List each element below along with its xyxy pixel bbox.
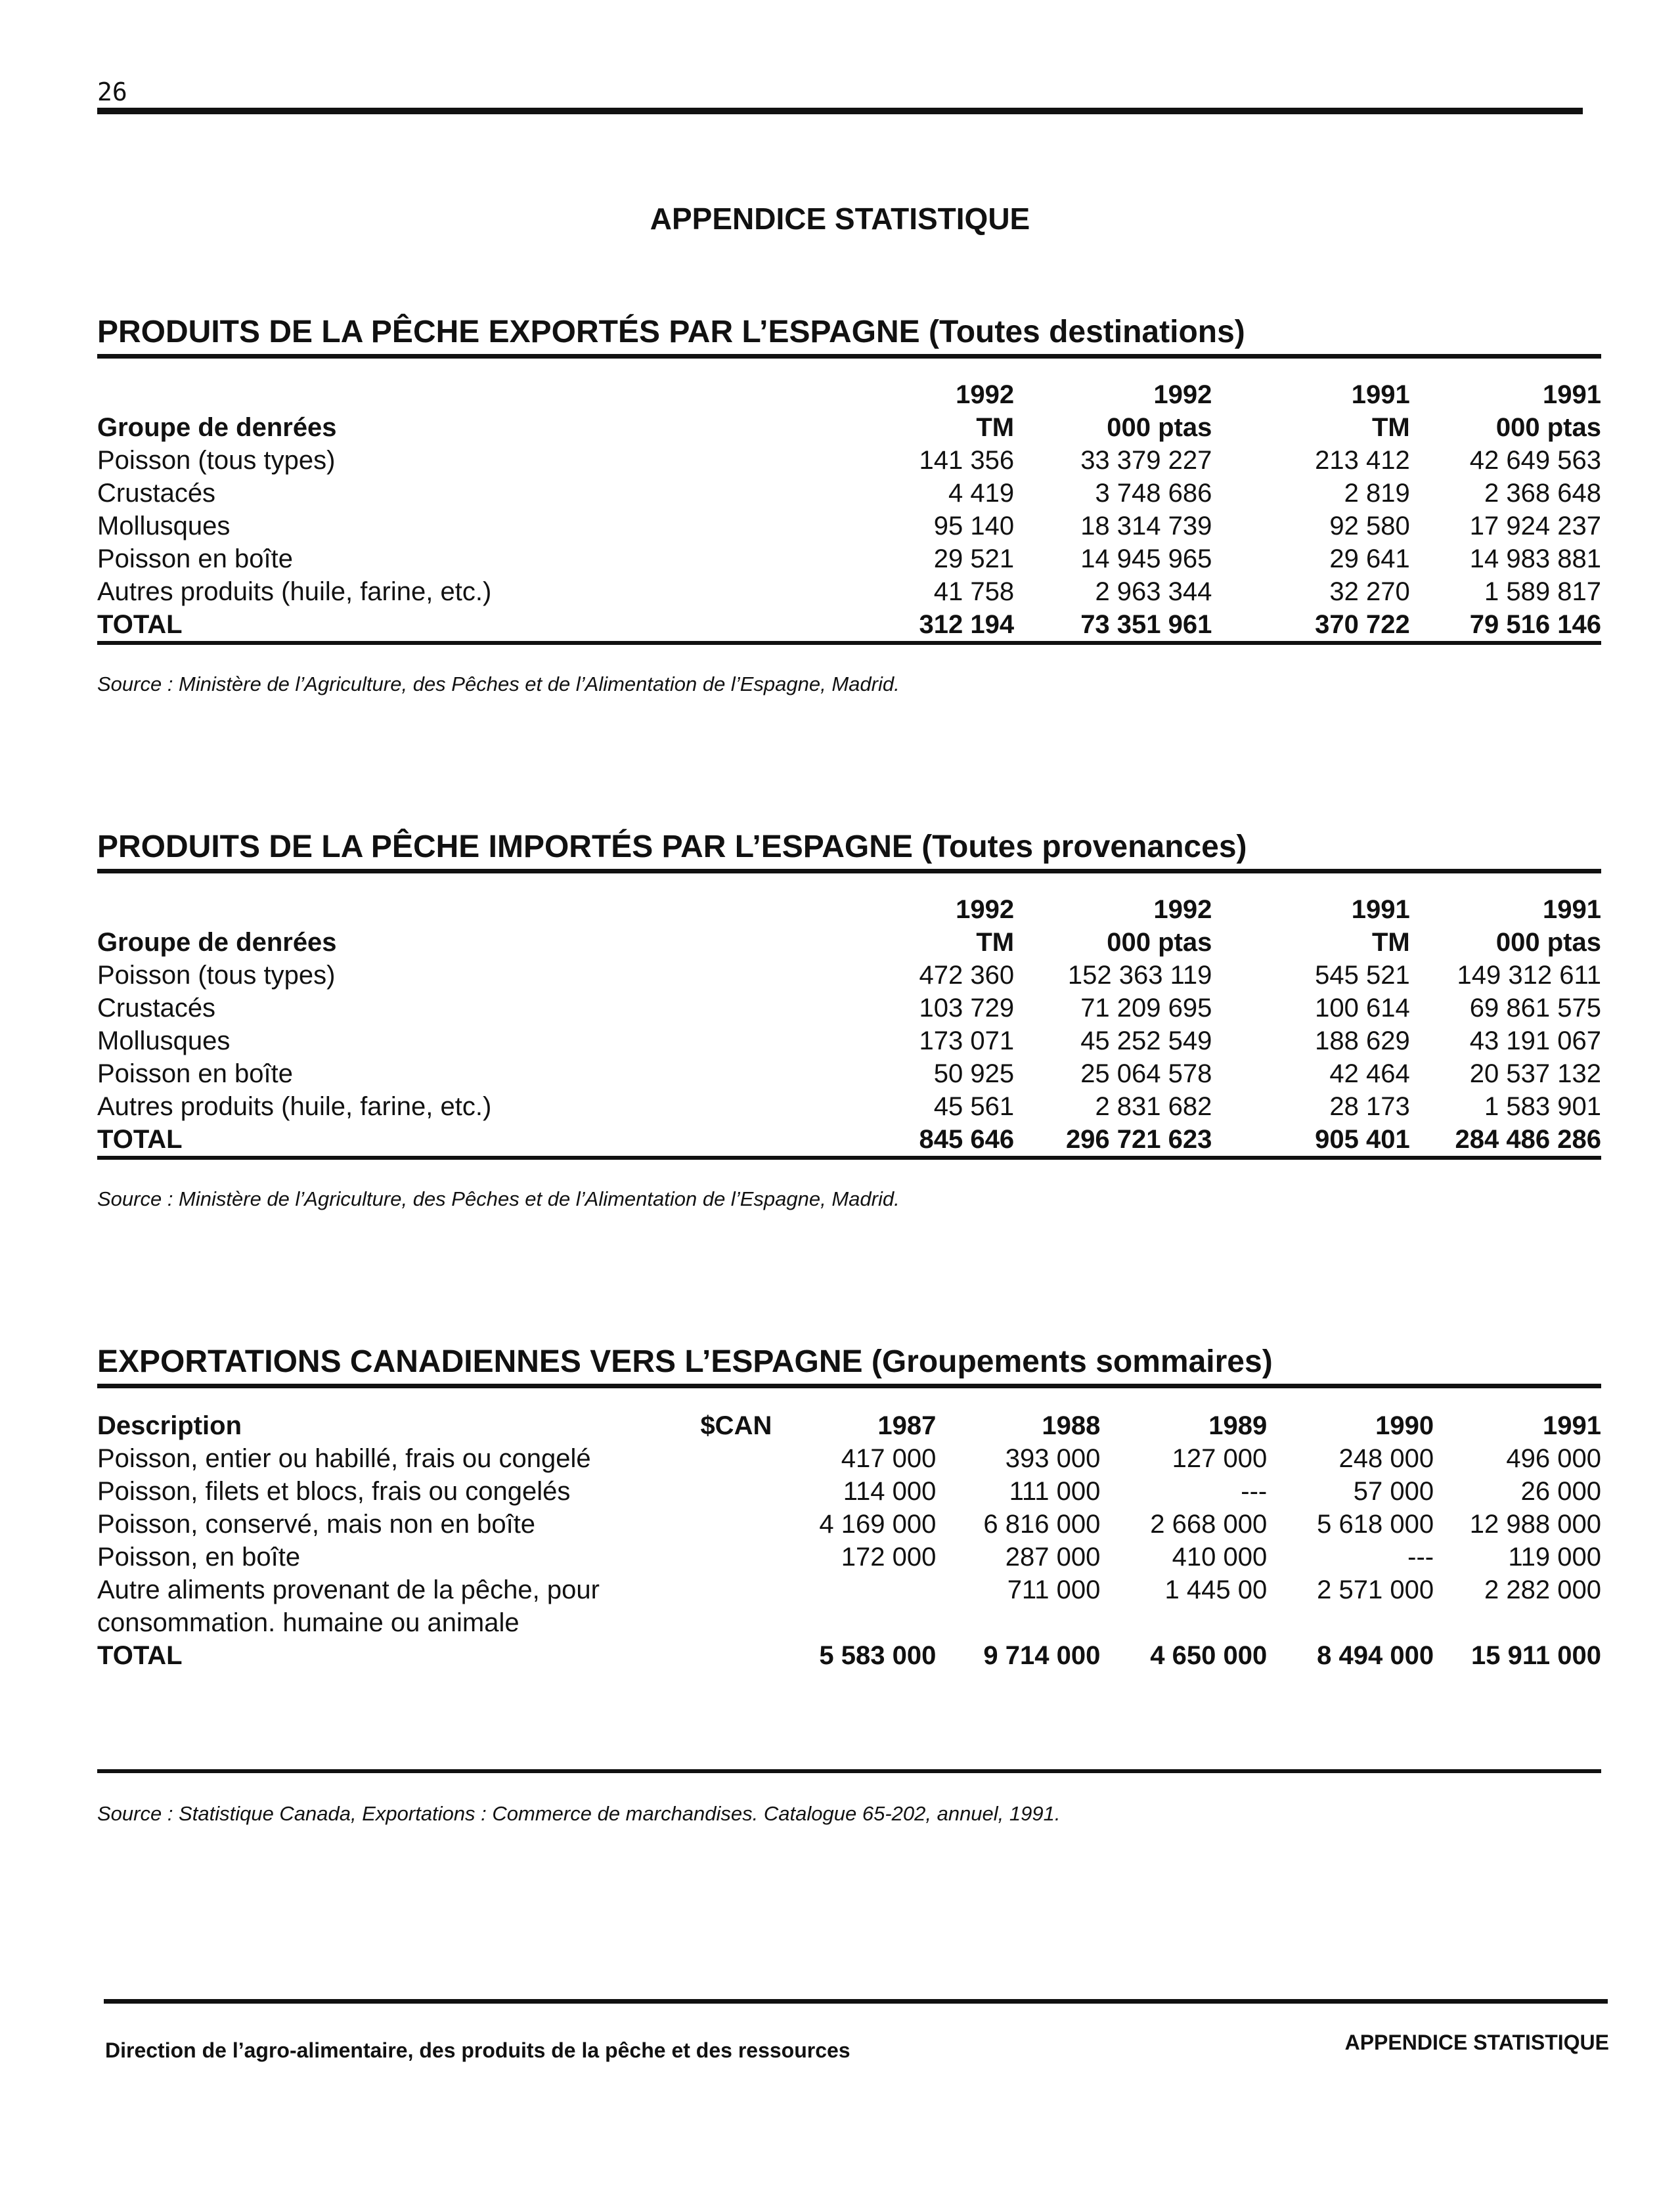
cell-value: 95 140 [933, 512, 1015, 540]
cell-value: 32 270 [1329, 577, 1410, 606]
row-label: Poisson, filets et blocs, frais ou congelés [97, 1477, 571, 1506]
cell-value: 000 ptas [1495, 413, 1601, 442]
cell-value: 287 000 [1005, 1543, 1101, 1572]
cell-value: 100 614 [1315, 994, 1410, 1023]
cell-value: 1987 [877, 1411, 937, 1440]
table-row [97, 1057, 1601, 1090]
canada-table [97, 1409, 1601, 1672]
cell-value: 188 629 [1315, 1026, 1410, 1055]
cell-value [936, 1606, 1100, 1639]
cell-value: 127 000 [1172, 1444, 1268, 1473]
cell-value: 6 816 000 [983, 1510, 1101, 1539]
cell-value: 111 000 [1009, 1477, 1101, 1506]
cell-value: TM [1371, 928, 1410, 957]
imports-source: Source : Ministère de l’Agriculture, des Pêches et de l’Alimentation de l’Espagne, Madrid. [97, 1187, 900, 1210]
table-row [97, 1442, 1601, 1475]
cell-value: 28 173 [1329, 1092, 1410, 1121]
cell-value [679, 1442, 772, 1475]
row-label [97, 893, 836, 926]
cell-value: 73 351 961 [1080, 610, 1212, 639]
exports-title-sub: (Toutes destinations) [928, 315, 1245, 349]
canada-bottom-rule [97, 1769, 1601, 1773]
cell-value: TM [976, 413, 1015, 442]
cell-value: 173 071 [919, 1026, 1015, 1055]
main-title: APPENDICE STATISTIQUE [650, 202, 1030, 236]
cell-value: 1992 [956, 895, 1015, 924]
header-rule [97, 108, 1583, 114]
canada-title-main: EXPORTATIONS CANADIENNES VERS L’ESPAGNE [97, 1344, 863, 1379]
row-label: TOTAL [97, 1125, 183, 1154]
cell-value: 14 945 965 [1080, 544, 1212, 573]
row-label: Mollusques [97, 1026, 231, 1055]
total-row [97, 1123, 1601, 1156]
imports-section [97, 829, 1601, 1211]
row-label: Poisson en boîte [97, 1059, 293, 1088]
cell-value: 1992 [1153, 895, 1212, 924]
page-number: 26 [97, 77, 127, 106]
cell-value: 1991 [1543, 895, 1601, 924]
cell-value: 2 819 [1344, 479, 1410, 508]
row-label: TOTAL [97, 1641, 183, 1670]
cell-value: 20 537 132 [1469, 1059, 1601, 1088]
cell-value: 71 209 695 [1080, 994, 1212, 1023]
exports-table [97, 378, 1601, 641]
row-label: Poisson, entier ou habillé, frais ou congelé [97, 1444, 591, 1473]
table-row [97, 1541, 1601, 1573]
cell-value: 248 000 [1338, 1444, 1434, 1473]
cell-value: 296 721 623 [1065, 1125, 1212, 1154]
cell-value [679, 1606, 772, 1639]
cell-value: 25 064 578 [1080, 1059, 1212, 1088]
table-row [97, 1573, 1601, 1606]
canada-source: Source : Statistique Canada, Exportations : Commerce de marchandises. Catalogue 65-202, annuel, 1991. [97, 1802, 1061, 1825]
cell-value: 92 580 [1329, 512, 1410, 540]
exports-title [97, 314, 1601, 350]
exports-bottom-rule [97, 641, 1601, 645]
cell-value: 312 194 [919, 610, 1015, 639]
row-label: Poisson, en boîte [97, 1543, 301, 1572]
cell-value: 393 000 [1005, 1444, 1101, 1473]
cell-value [1100, 1606, 1267, 1639]
exports-section [97, 314, 1601, 696]
cell-value: 284 486 286 [1455, 1125, 1601, 1154]
cell-value: 2 668 000 [1150, 1510, 1268, 1539]
header-row [97, 926, 1601, 959]
canada-title-sub: (Groupements sommaires) [871, 1344, 1273, 1379]
cell-value: 45 252 549 [1080, 1026, 1212, 1055]
cell-value: 2 571 000 [1317, 1575, 1434, 1604]
cell-value: 79 516 146 [1469, 610, 1601, 639]
cell-value [772, 1573, 936, 1606]
imports-bottom-rule [97, 1156, 1601, 1160]
cell-value: 57 000 [1353, 1477, 1434, 1506]
cell-value: 172 000 [841, 1543, 937, 1572]
cell-value: 2 282 000 [1484, 1575, 1601, 1604]
cell-value: 152 363 119 [1067, 961, 1212, 990]
cell-value: 12 988 000 [1469, 1510, 1601, 1539]
table-row [97, 1024, 1601, 1057]
table-row [97, 575, 1601, 608]
cell-value [1434, 1606, 1601, 1639]
row-label: Mollusques [97, 512, 231, 540]
exports-title-rule [97, 354, 1601, 359]
row-label: Poisson, conservé, mais non en boîte [97, 1510, 536, 1539]
cell-value: 1990 [1375, 1411, 1434, 1440]
row-label: Crustacés [97, 994, 216, 1023]
header-row [97, 411, 1601, 444]
cell-value: 1992 [1153, 380, 1212, 409]
cell-value: 213 412 [1315, 446, 1410, 475]
table-row [97, 959, 1601, 992]
cell-value: TM [976, 928, 1015, 957]
cell-value: 5 618 000 [1317, 1510, 1434, 1539]
row-label: Poisson (tous types) [97, 961, 336, 990]
cell-value: 1989 [1208, 1411, 1268, 1440]
cell-value: 1 445 00 [1164, 1575, 1268, 1604]
cell-value: 8 494 000 [1317, 1641, 1434, 1670]
cell-value: 2 963 344 [1095, 577, 1212, 606]
cell-value: 000 ptas [1107, 928, 1212, 957]
cell-value: 69 861 575 [1469, 994, 1601, 1023]
table-row [97, 1475, 1601, 1508]
canada-section [97, 1344, 1601, 1826]
cell-value: 50 925 [933, 1059, 1015, 1088]
cell-value: 410 000 [1172, 1543, 1268, 1572]
row-label: Description [97, 1411, 242, 1440]
cell-value: 496 000 [1506, 1444, 1601, 1473]
cell-value: 5 583 000 [819, 1641, 937, 1670]
cell-value: 43 191 067 [1469, 1026, 1601, 1055]
row-label: Crustacés [97, 479, 216, 508]
cell-value: 45 561 [933, 1092, 1015, 1121]
cell-value: 4 650 000 [1150, 1641, 1268, 1670]
row-label: Poisson (tous types) [97, 446, 336, 475]
cell-value: 141 356 [919, 446, 1015, 475]
footer-right: APPENDICE STATISTIQUE [1344, 2031, 1609, 2054]
header-row [97, 378, 1601, 411]
cell-value: 26 000 [1520, 1477, 1601, 1506]
row-label: consommation. humaine ou animale [97, 1608, 519, 1637]
row-label: Groupe de denrées [97, 928, 337, 957]
cell-value: 845 646 [919, 1125, 1015, 1154]
cell-value: 1988 [1042, 1411, 1101, 1440]
cell-value: --- [1407, 1543, 1434, 1572]
table-row [97, 477, 1601, 510]
cell-value: 103 729 [919, 994, 1015, 1023]
cell-value: 000 ptas [1495, 928, 1601, 957]
row-label: Autres produits (huile, farine, etc.) [97, 577, 492, 606]
footer-rule [104, 1999, 1608, 2004]
table-row [97, 444, 1601, 477]
cell-value [679, 1639, 772, 1672]
total-row [97, 1639, 1601, 1672]
cell-value: TM [1371, 413, 1410, 442]
cell-value: 33 379 227 [1080, 446, 1212, 475]
cell-value: 472 360 [919, 961, 1015, 990]
cell-value: 1991 [1543, 1411, 1601, 1440]
table-row [97, 1606, 1601, 1639]
cell-value: 1991 [1351, 895, 1410, 924]
header-row [97, 893, 1601, 926]
table-row [97, 992, 1601, 1024]
cell-value: 119 000 [1508, 1543, 1601, 1572]
cell-value [1267, 1606, 1434, 1639]
canada-title-rule [97, 1384, 1601, 1388]
cell-value: 2 368 648 [1484, 479, 1601, 508]
imports-title-sub: (Toutes provenances) [921, 829, 1247, 864]
table-row [97, 510, 1601, 542]
imports-title [97, 829, 1601, 865]
cell-value [679, 1508, 772, 1541]
cell-value: 000 ptas [1107, 413, 1212, 442]
cell-value: 3 748 686 [1095, 479, 1212, 508]
cell-value: 18 314 739 [1080, 512, 1212, 540]
table-row [97, 542, 1601, 575]
cell-value: 1 583 901 [1484, 1092, 1601, 1121]
cell-value: 4 419 [948, 479, 1015, 508]
cell-value [679, 1541, 772, 1573]
row-label: Autre aliments provenant de la pêche, pour [97, 1575, 600, 1604]
cell-value: --- [1241, 1477, 1268, 1506]
cell-value: 41 758 [933, 577, 1015, 606]
cell-value: 711 000 [1007, 1575, 1101, 1604]
table-row [97, 1090, 1601, 1123]
cell-value: 2 831 682 [1095, 1092, 1212, 1121]
cell-value [679, 1475, 772, 1508]
cell-value: 29 641 [1329, 544, 1410, 573]
cell-value [772, 1606, 936, 1639]
imports-title-rule [97, 869, 1601, 873]
cell-value: 417 000 [841, 1444, 937, 1473]
cell-value: 4 169 000 [819, 1510, 937, 1539]
cell-value: 9 714 000 [983, 1641, 1101, 1670]
cell-value: 1991 [1543, 380, 1601, 409]
row-label: TOTAL [97, 610, 183, 639]
cell-value: $CAN [700, 1411, 772, 1440]
row-label: Poisson en boîte [97, 544, 293, 573]
exports-source: Source : Ministère de l’Agriculture, des Pêches et de l’Alimentation de l’Espagne, Madrid. [97, 672, 900, 695]
cell-value: 1 589 817 [1484, 577, 1601, 606]
cell-value: 545 521 [1315, 961, 1410, 990]
total-row [97, 608, 1601, 641]
row-label: Groupe de denrées [97, 413, 337, 442]
cell-value: 114 000 [843, 1477, 937, 1506]
cell-value: 149 312 611 [1457, 961, 1601, 990]
header-row [97, 1409, 1601, 1442]
cell-value: 14 983 881 [1469, 544, 1601, 573]
imports-title-main: PRODUITS DE LA PÊCHE IMPORTÉS PAR L’ESPAGNE [97, 829, 913, 864]
cell-value: 905 401 [1315, 1125, 1410, 1154]
cell-value: 17 924 237 [1469, 512, 1601, 540]
table-row [97, 1508, 1601, 1541]
exports-title-main: PRODUITS DE LA PÊCHE EXPORTÉS PAR L’ESPAGNE [97, 315, 920, 349]
cell-value: 42 649 563 [1469, 446, 1601, 475]
cell-value: 1991 [1351, 380, 1410, 409]
cell-value [679, 1573, 772, 1606]
cell-value: 1992 [956, 380, 1015, 409]
cell-value: 42 464 [1329, 1059, 1410, 1088]
cell-value: 15 911 000 [1471, 1641, 1601, 1670]
cell-value: 29 521 [933, 544, 1015, 573]
imports-table [97, 893, 1601, 1156]
row-label: Autres produits (huile, farine, etc.) [97, 1092, 492, 1121]
cell-value: 370 722 [1315, 610, 1410, 639]
canada-title [97, 1344, 1601, 1380]
footer-left: Direction de l’agro-alimentaire, des produits de la pêche et des ressources [105, 2038, 851, 2062]
row-label [97, 378, 836, 411]
